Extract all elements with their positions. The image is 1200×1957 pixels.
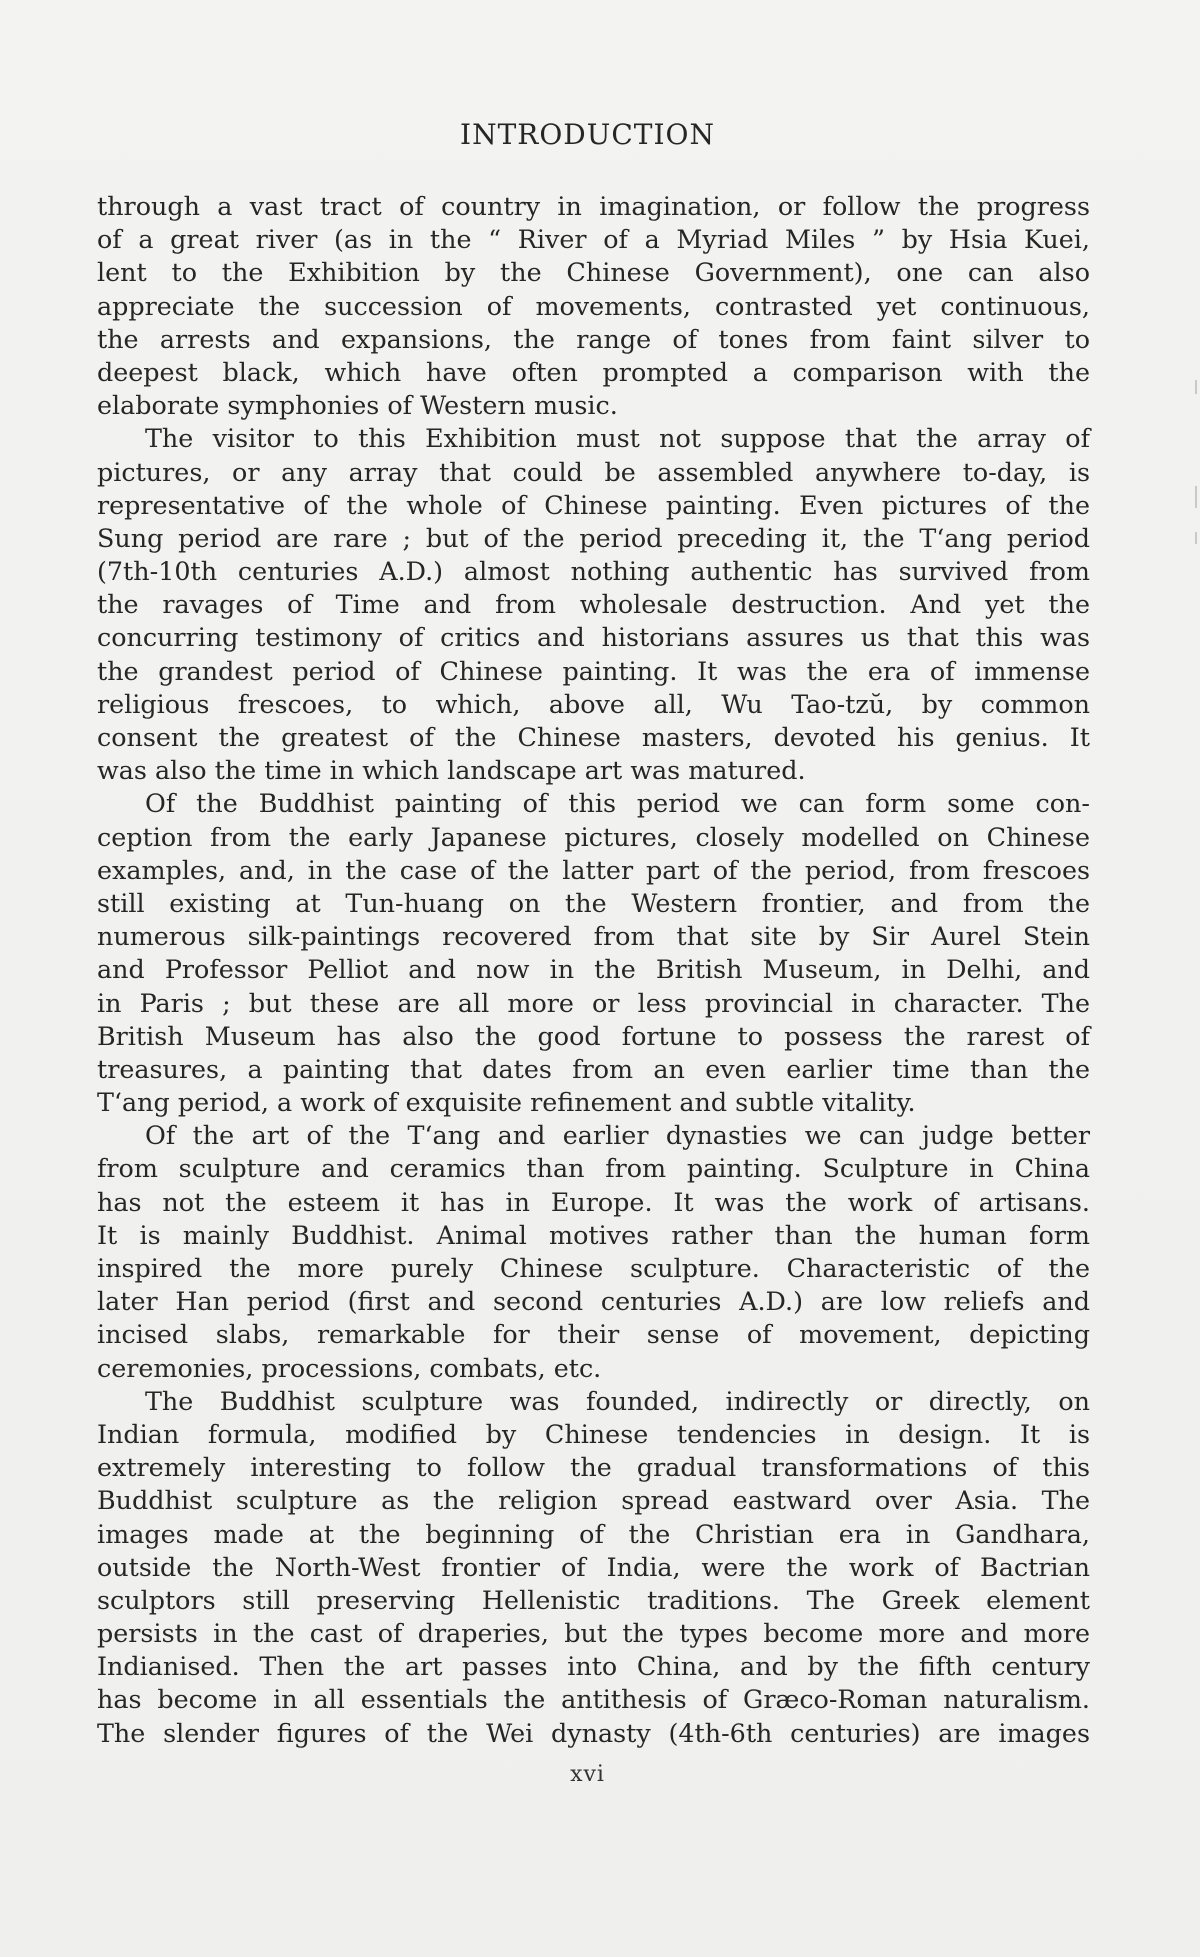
text-line: has become in all essentials the antithesis of Græco-Roman naturalism. [97,1684,1090,1715]
text-line: lent to the Exhibition by the Chinese Government), one can also [97,257,1090,288]
text-line: treasures, a painting that dates from an even earlier time than the [97,1053,1090,1084]
text-line: The visitor to this Exhibition must not suppose that the array of [145,423,1090,454]
text-line: Of the art of the T‘ang and earlier dynasties we can judge better [145,1120,1090,1151]
text-line: and Professor Pelliot and now in the British Museum, in Delhi, and [97,954,1090,985]
text-line: inspired the more purely Chinese sculpture. Characteristic of the [97,1253,1090,1283]
text-line: ception from the early Japanese pictures, closely modelled on Chinese [97,821,1090,852]
text-line: religious frescoes, to which, above all, Wu Tao-tzŭ, by common [97,688,1090,719]
text-line: The slender figures of the Wei dynasty (4th-6th centuries) are images [97,1717,1090,1748]
edge-mark [1195,380,1197,394]
text-line: T‘ang period, a work of exquisite refinement and subtle vitality. [97,1087,916,1118]
text-line: Of the Buddhist painting of this period we can form some con- [145,788,1090,819]
text-line: numerous silk-paintings recovered from that site by Sir Aurel Stein [97,921,1090,952]
text-line: consent the greatest of the Chinese masters, devoted his genius. It [97,722,1090,752]
page-number: xvi [570,1762,605,1787]
body-text [97,190,1090,1750]
edge-mark [1195,486,1197,508]
text-line: was also the time in which landscape art was matured. [97,755,806,786]
running-head: INTRODUCTION [460,118,715,151]
text-line: examples, and, in the case of the latter part of the period, from frescoes [97,854,1090,885]
text-line: from sculpture and ceramics than from painting. Sculpture in China [97,1153,1090,1184]
text-line: elaborate symphonies of Western music. [97,390,618,421]
text-line: through a vast tract of country in imagination, or follow the progress [97,191,1090,221]
text-line: in Paris ; but these are all more or less provincial in character. The [97,987,1090,1018]
text-line: appreciate the succession of movements, contrasted yet continuous, [97,290,1090,321]
text-line: concurring testimony of critics and historians assures us that this was [97,622,1090,653]
text-line: Indian formula, modified by Chinese tendencies in design. It is [97,1418,1090,1449]
text-line: sculptors still preserving Hellenistic traditions. The Greek element [97,1584,1090,1615]
text-line: It is mainly Buddhist. Animal motives rather than the human form [97,1219,1090,1250]
text-line: persists in the cast of draperies, but the types become more and more [97,1618,1090,1649]
text-line: later Han period (first and second centuries A.D.) are low reliefs and [97,1286,1090,1317]
text-line: deepest black, which have often prompted a comparison with the [97,356,1090,387]
text-line: the ravages of Time and from wholesale destruction. And yet the [97,589,1090,620]
text-line: Sung period are rare ; but of the period preceding it, the T‘ang period [97,522,1090,553]
text-line: extremely interesting to follow the gradual transformations of this [97,1452,1090,1483]
text-line: (7th-10th centuries A.D.) almost nothing authentic has survived from [97,556,1090,587]
text-line: British Museum has also the good fortune to possess the rarest of [97,1020,1090,1051]
text-line: images made at the beginning of the Christian era in Gandhara, [97,1518,1090,1549]
text-line: The Buddhist sculpture was founded, indirectly or directly, on [145,1385,1090,1416]
text-line: outside the North-West frontier of India, were the work of Bactrian [97,1551,1090,1582]
text-line: incised slabs, remarkable for their sense of movement, depicting [97,1319,1090,1350]
text-line: the arrests and expansions, the range of tones from faint silver to [97,323,1090,354]
text-line: of a great river (as in the “ River of a Myriad Miles ” by Hsia Kuei, [97,224,1090,255]
text-line: pictures, or any array that could be assembled anywhere to-day, is [97,456,1090,487]
text-line: still existing at Tun-huang on the Western frontier, and from the [97,887,1090,918]
text-line: has not the esteem it has in Europe. It was the work of artisans. [97,1186,1090,1217]
text-line: representative of the whole of Chinese painting. Even pictures of the [97,489,1090,520]
text-line: Buddhist sculpture as the religion spread eastward over Asia. The [97,1485,1090,1516]
edge-mark [1195,532,1197,544]
text-line: ceremonies, processions, combats, etc. [97,1352,602,1383]
text-line: Indianised. Then the art passes into China, and by the fifth century [97,1651,1090,1682]
text-line: the grandest period of Chinese painting. It was the era of immense [97,655,1090,686]
